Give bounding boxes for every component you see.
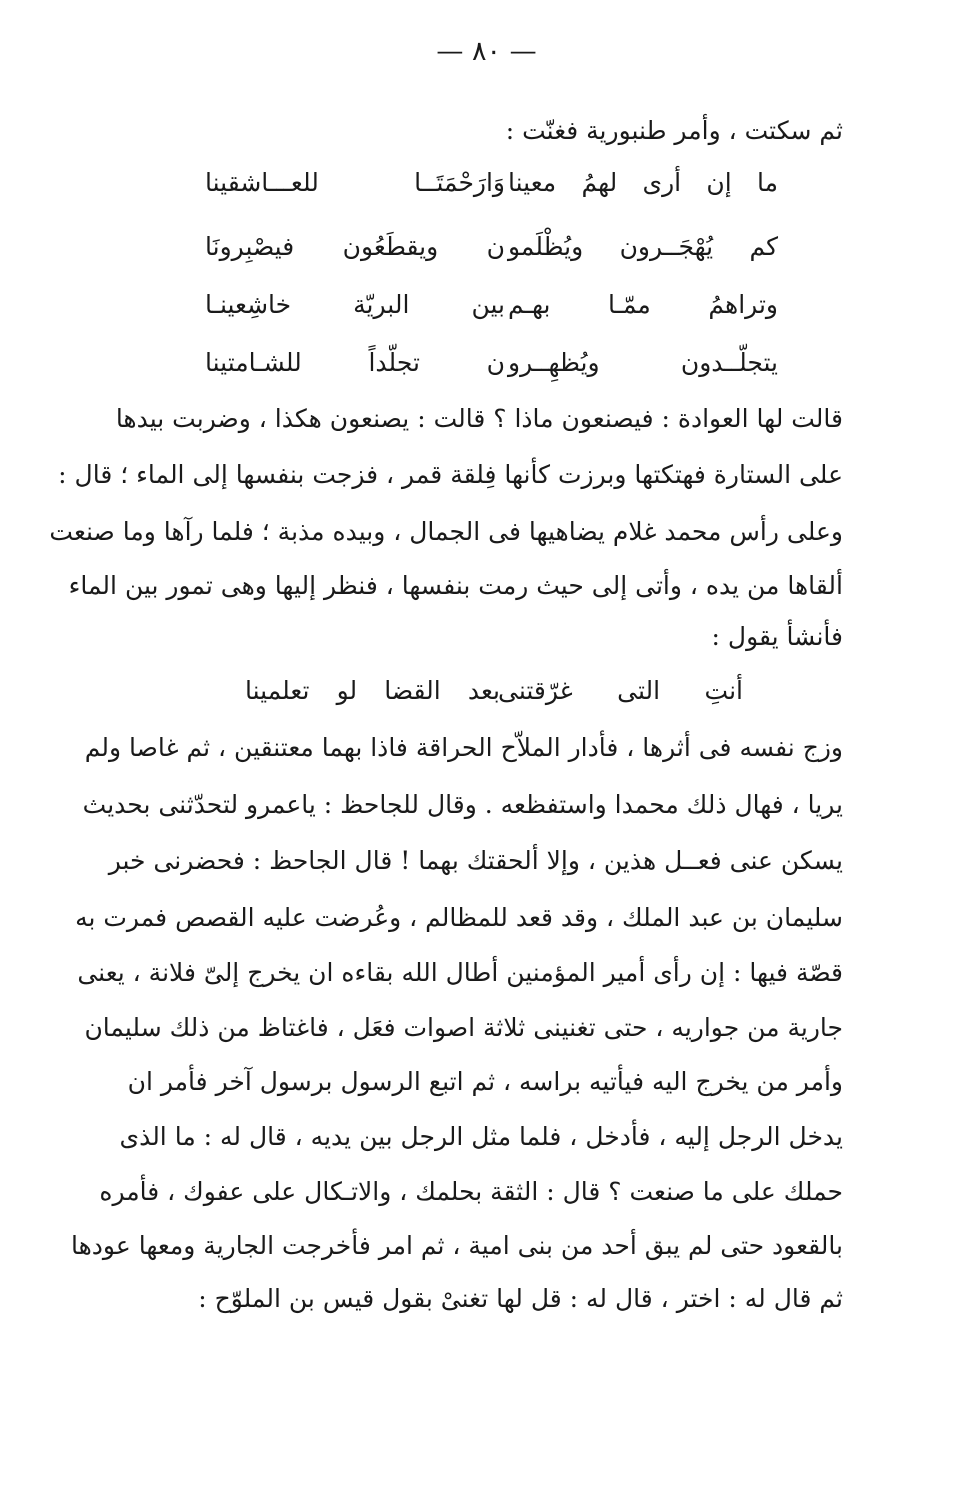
verse-hemistich-first: ما إن أرى لهمُ معينا xyxy=(508,168,778,197)
prose-line: قصّة فيها : إن رأى أمير المؤمنين أطال الله بقاءه ان يخرج إلىّ فلانة ، يعنى xyxy=(77,958,843,987)
prose-line: وعلى رأس محمد غلام يضاهيها فى الجمال ، وبيده مذبة ؛ فلما رآها وما صنعت xyxy=(49,517,843,546)
verse-hemistich-second: وَارَحْمَتَــا للعـــاشقينا xyxy=(205,168,505,197)
prose-line: يريا ، فهال ذلك محمدا واستفظعه . وقال للجاحظ : ياعمرو لتحدّثنى بحديث xyxy=(82,790,843,819)
prose-line: يدخل الرجل إليه ، فأدخل ، فلما مثل الرجل بين يديه ، قال له : ما الذى xyxy=(119,1122,843,1151)
intro-line: ثم سكتت ، وأمر طنبورية فغنّت : xyxy=(505,116,843,145)
prose-line: يسكن عنى فعــل هذين ، وإلا ألحقتك بهما ! قال الجاحظ : فحضرنى خبر xyxy=(108,846,843,875)
prose-line: سليمان بن عبد الملك ، وقد قعد للمظالم ، وعُرضت عليه القصص فمرت به xyxy=(75,903,843,932)
verse-hemistich-first: وتراهمُ ممّـا بهـم xyxy=(508,290,778,319)
prose-line: وأمر من يخرج اليه فيأتيه براسه ، ثم اتبع الرسول برسول آخر فأمر ان xyxy=(127,1067,843,1096)
verse-hemistich-second: ن تجلّداً للشـامتينا xyxy=(205,348,505,377)
prose-line: على الستارة فهتكتها وبرزت كأنها فِلقة قمر ، فزجت بنفسها إلى الماء ؛ قال : xyxy=(58,460,843,489)
verse-hemistich-first: يتجلّــدون ويُظهِــرو xyxy=(508,348,778,377)
prose-line: بالقعود حتى لم يبق أحد من بنى امية ، ثم امر فأخرجت الجارية ومعها عودها xyxy=(70,1231,843,1260)
verse-hemistich-first: كم يُهْجَــرون ويُظْلَمو xyxy=(508,232,778,261)
verse-hemistich-second: ن ويقطَعُون فيصْبِرونَا xyxy=(205,232,505,261)
verse-hemistich-second: بين البريّة خاشِعينـا xyxy=(205,290,505,319)
prose-line: جارية من جواريه ، حتى تغنينى ثلاثة اصوات فعَل ، فاغتاظ من ذلك سليمان xyxy=(84,1013,843,1042)
prose-line: ثم قال له : اختر ، قال له : قل لها تغنىْ بقول قيس بن الملوّح : xyxy=(198,1284,843,1313)
verse-hemistich-second: بعد القضا لو تعلمينا xyxy=(245,676,500,705)
prose-line: فأنشأ يقول : xyxy=(711,622,843,651)
prose-line: وزج نفسه فى أثرها ، فأدار الملاّح الحراقة فاذا بهما معتنقين ، ثم غاصا ولم xyxy=(84,733,843,762)
prose-line: حملك على ما صنعت ؟ قال : الثقة بحلمك ، والاتـكال على عفوك ، فأمره xyxy=(99,1177,843,1206)
page-number: — ٨٠ — xyxy=(436,36,537,67)
prose-line: ألقاها من يده ، وأتى إلى حيث رمت بنفسها ، فنظر إليها وهى تمور بين الماء xyxy=(68,571,843,600)
verse-hemistich-first: أنتِ التى غرّقتنى xyxy=(498,676,743,705)
prose-line: قالت لها العوادة : فيصنعون ماذا ؟ قالت : يصنعون هكذا ، وضربت بيدها xyxy=(115,404,843,433)
